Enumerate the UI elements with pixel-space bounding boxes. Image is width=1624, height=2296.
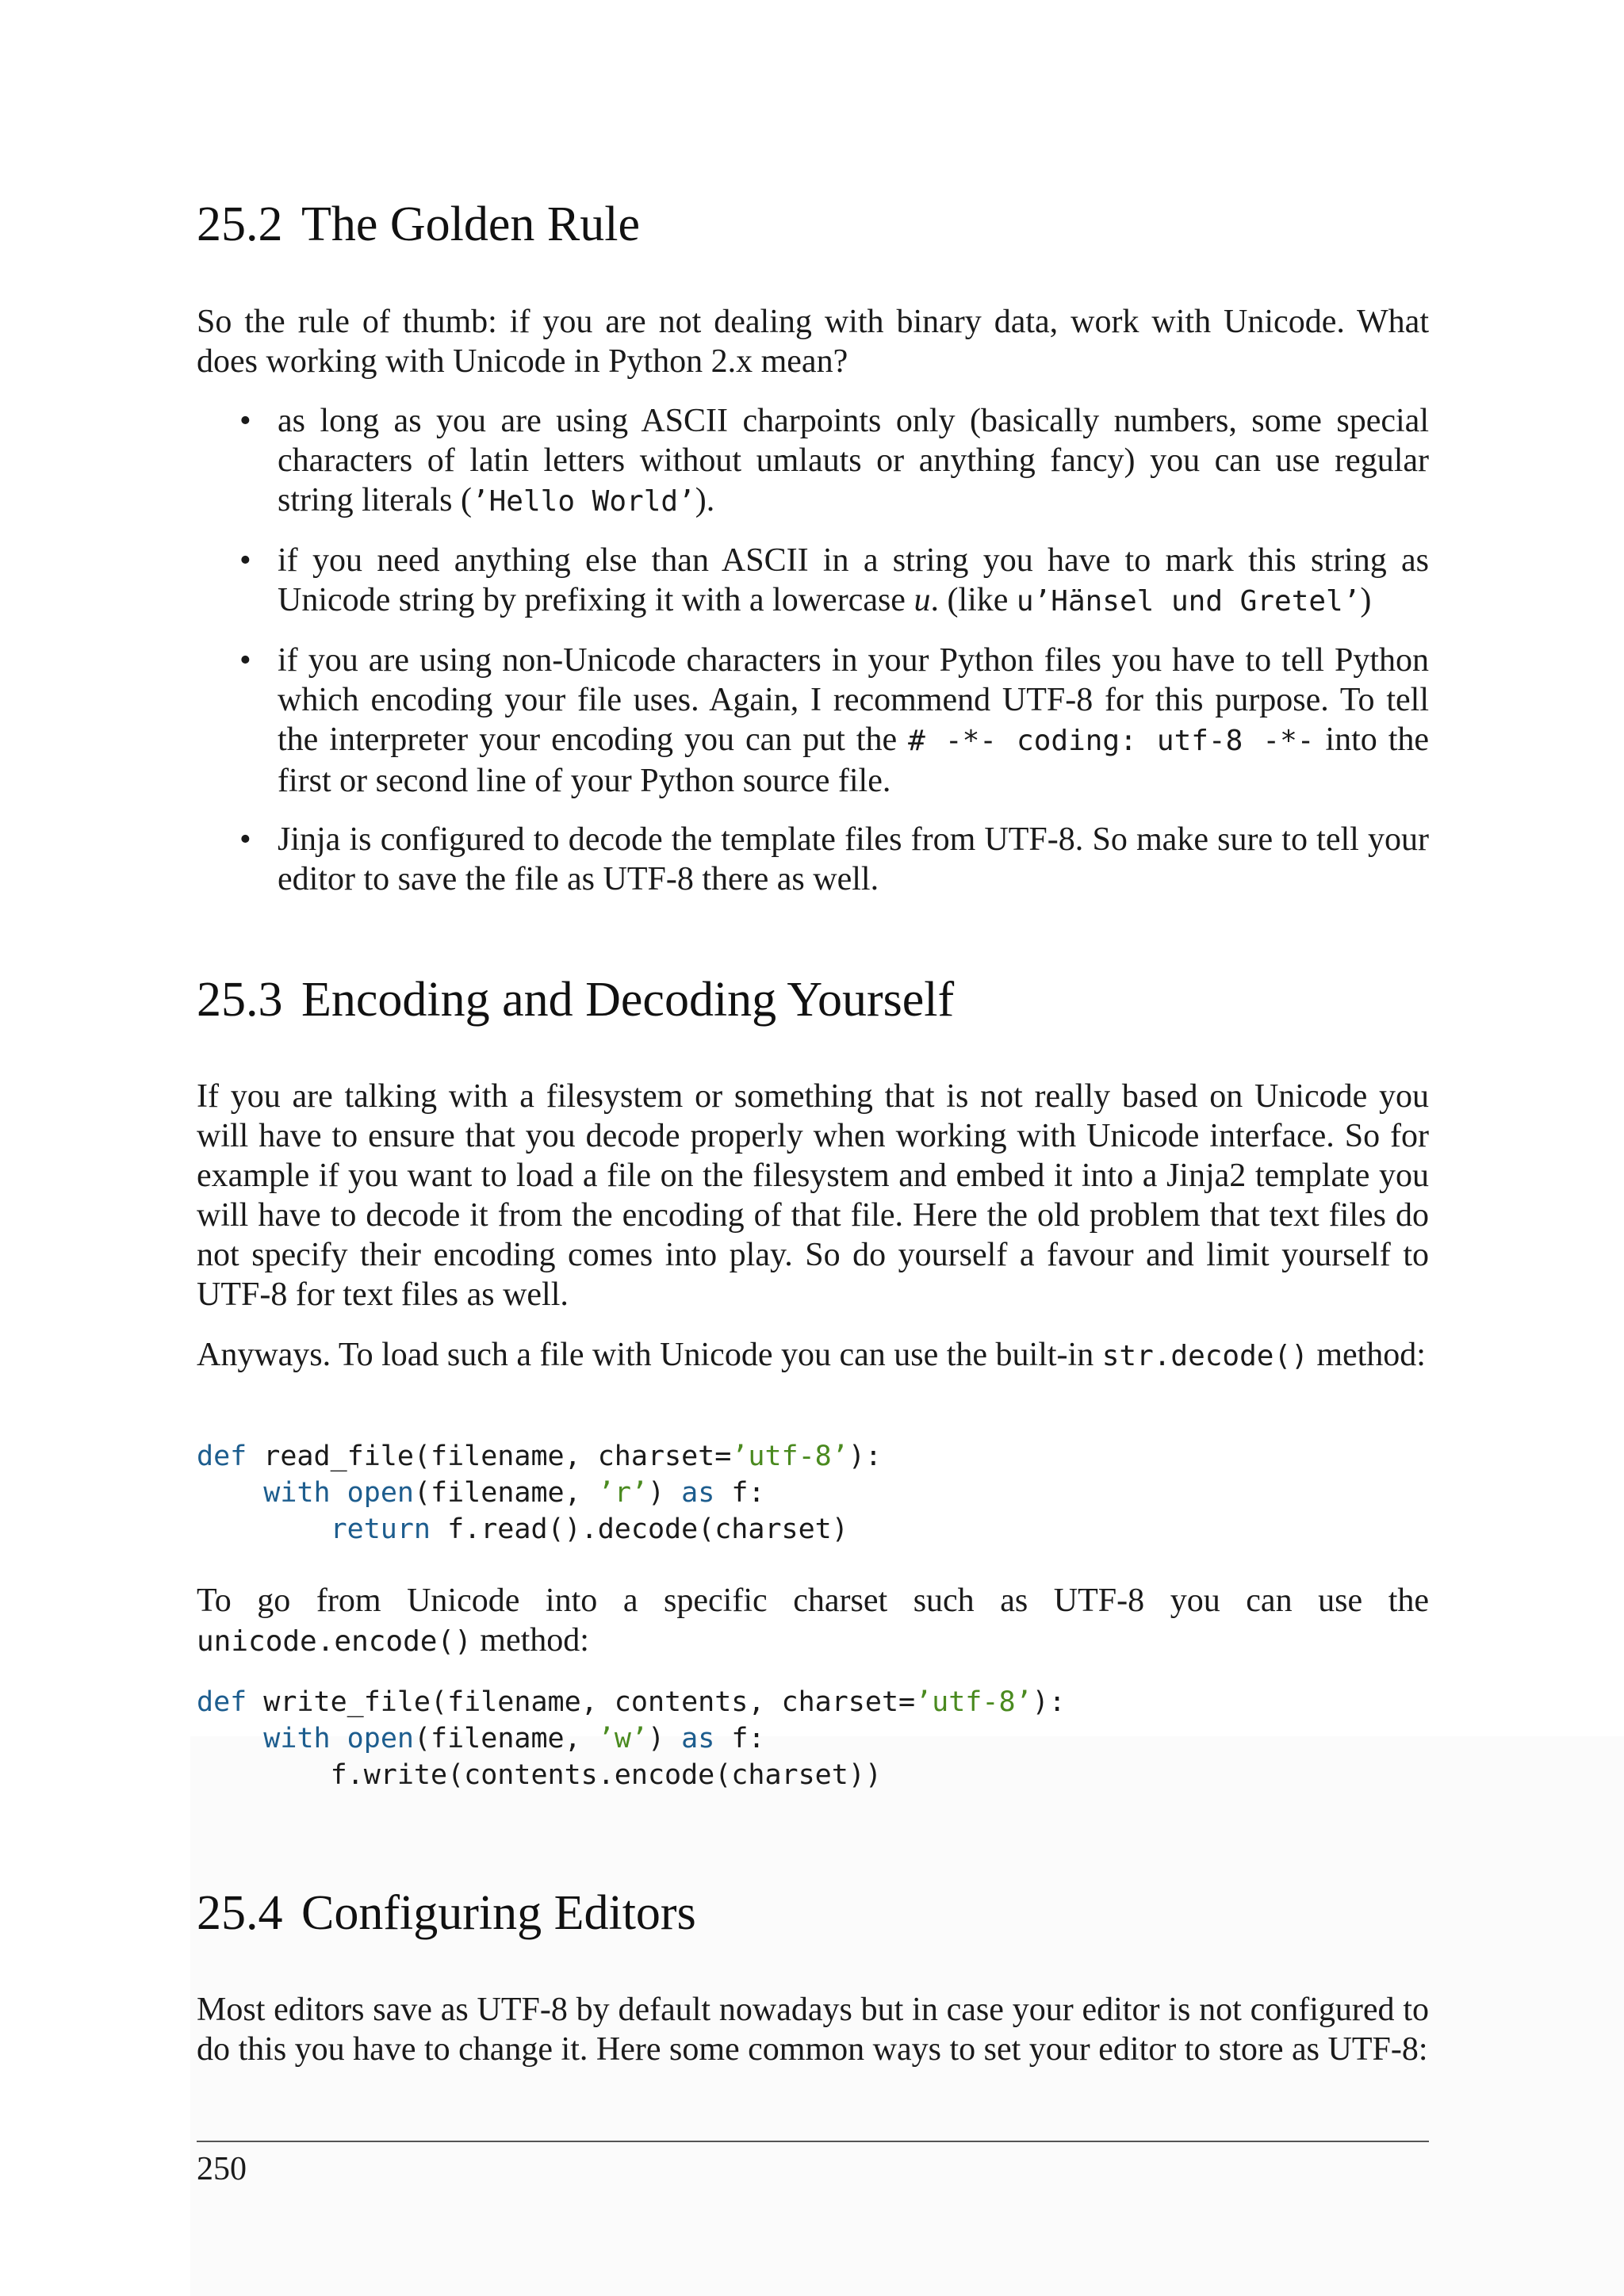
section-number: 25.4 — [197, 1886, 283, 1940]
section-title: Configuring Editors — [301, 1886, 696, 1940]
section-number: 25.3 — [197, 973, 283, 1027]
section-title: Encoding and Decoding Yourself — [301, 973, 955, 1027]
code-block-write-file: def write_file(filename, contents, charset=’utf-8’): with open(filename, ’w’) as f: f.write(contents.encode(charset)) — [197, 1686, 1066, 1791]
page-number: 250 — [197, 2151, 247, 2187]
golden-rule-list — [197, 401, 1429, 899]
golden-rule-intro: So the rule of thumb: if you are not dealing with binary data, work with Unicode. What does working with Unicode in Python 2.x mean? — [197, 304, 1429, 380]
encoding-paragraph: If you are talking with a filesystem or something that is not really based on Unicode you will have to ensure that you decode properly when working with Unicode interface. So for example if you want to load a file on the filesystem and embed it into a Jinja2 template you will have to decode it from the encoding of that file. Here the old problem that text files do not specify their encoding comes into play. So do yourself a favour and limit yourself to UTF-8 for text files as well. — [197, 1078, 1429, 1313]
section-heading-25-4 — [197, 1884, 696, 1942]
section-title: The Golden Rule — [301, 197, 641, 251]
code-block-read-file: def read_file(filename, charset=’utf-8’): with open(filename, ’r’) as f: return f.read().decode(charset) — [197, 1441, 882, 1545]
section-number: 25.2 — [197, 197, 283, 251]
footer-rule — [197, 2141, 1429, 2142]
list-item: • Jinja is configured to decode the template files from UTF-8. So make sure to tell your editor to save the file as UTF-8 there as well. — [197, 820, 1429, 899]
list-item: • if you are using non-Unicode characters in your Python files you have to tell Python which encoding your file uses. Again, I recommend UTF-8 for this purpose. To tell the interpreter your encoding you can put the # -*- coding: utf-8 -*- into the first or second line of your Python source file. — [197, 641, 1429, 801]
decode-paragraph: Anyways. To load such a file with Unicode you can use the built-in str.decode() method: — [197, 1337, 1426, 1373]
section-heading-25-2 — [197, 195, 640, 254]
editors-paragraph: Most editors save as UTF-8 by default nowadays but in case your editor is not configured to do this you have to change it. Here some common ways to set your editor to store as UTF-8: — [197, 1992, 1429, 2068]
list-item: • as long as you are using ASCII charpoints only (basically numbers, some special characters of latin letters without umlauts or anything fancy) you can use regular string literals (’Hello World’). — [197, 401, 1429, 522]
encode-paragraph: To go from Unicode into a specific charset such as UTF-8 you can use the unicode.encode() method: — [197, 1582, 1429, 1659]
section-heading-25-3 — [197, 970, 954, 1029]
list-item: • if you need anything else than ASCII in a string you have to mark this string as Unicode string by prefixing it with a lowercase u. (like u’Hänsel und Gretel’) — [197, 541, 1429, 622]
